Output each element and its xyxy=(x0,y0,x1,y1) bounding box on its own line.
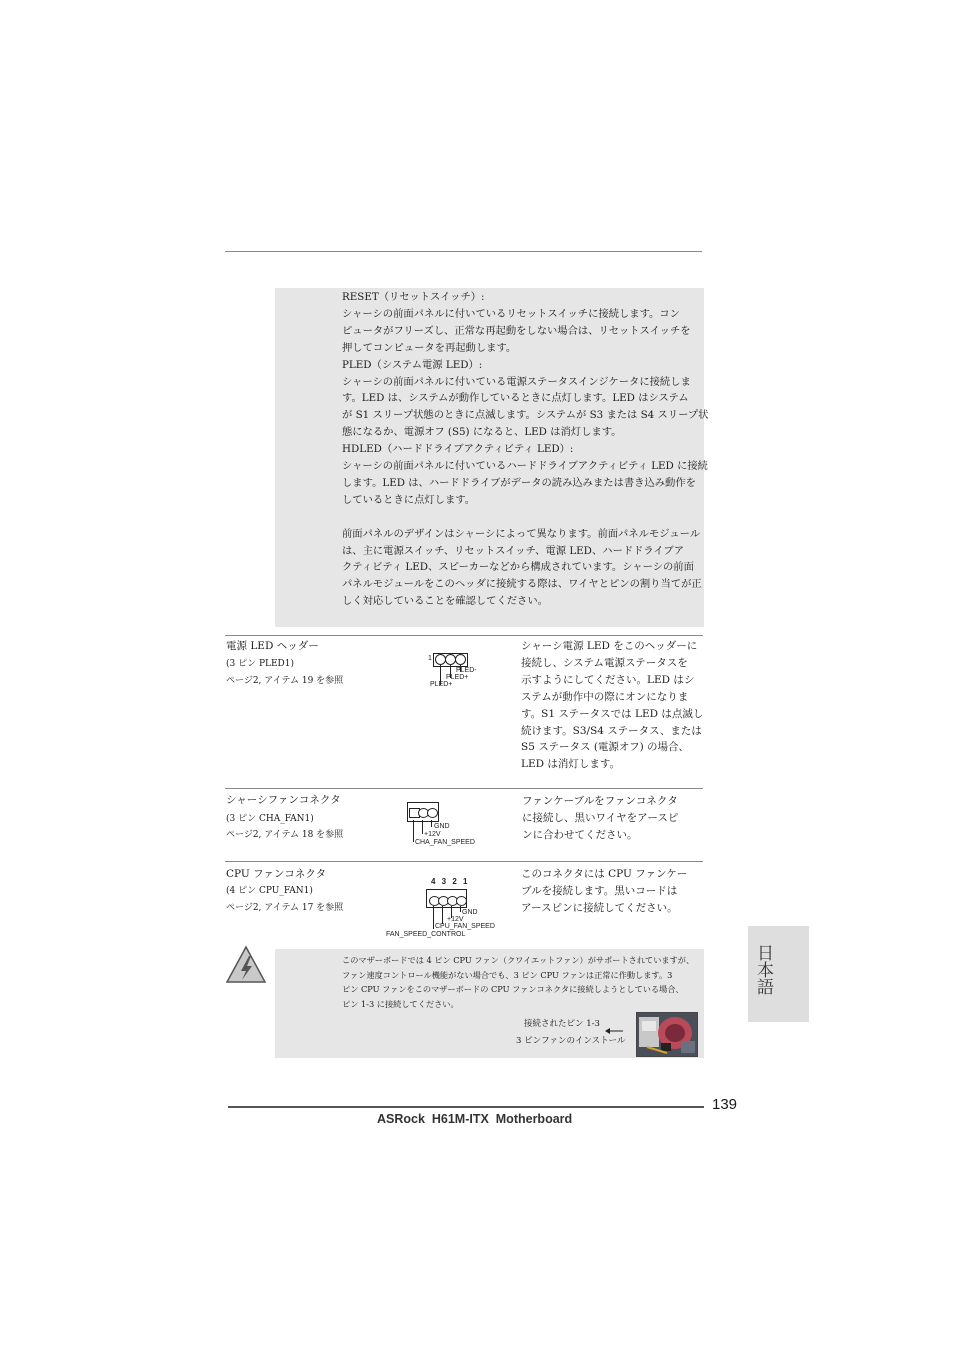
text-line: しているときに点灯します。 xyxy=(342,493,476,506)
cpu-fan-pin-1 xyxy=(456,896,467,906)
text-line: が S1 スリープ状態のときに点滅します。システムが S3 または S4 スリープ状 xyxy=(342,409,709,422)
text-line: す。LED は、システムが動作しているときに点灯します。LED はシステム xyxy=(342,392,689,405)
text-line: HDLED（ハードドライブアクティビティ LED）: xyxy=(342,443,574,456)
cpu-pin-numbers: 4 3 2 1 xyxy=(431,877,470,886)
cpu-wire-1 xyxy=(460,906,461,912)
section-rule-1 xyxy=(225,635,703,636)
cpu-fan-title: CPU ファンコネクタ xyxy=(226,868,327,880)
pin1-label: 1 xyxy=(428,655,432,662)
power-led-title: 電源 LED ヘッダー xyxy=(226,640,319,652)
text-line: は、主に電源スイッチ、リセットスイッチ、電源 LED、ハードドライブア xyxy=(342,544,684,557)
text-line: しく対応していることを確認してください。 xyxy=(342,595,548,608)
cpu-label-gnd: GND xyxy=(462,909,478,916)
note-caption-pins: 接続されたピン 1-3 xyxy=(524,1019,600,1029)
cpu-wire-3 xyxy=(442,906,443,924)
header-rule xyxy=(225,251,702,252)
product-name: ASRock H61M-ITX Motherboard xyxy=(377,1112,573,1126)
pled-label-2: PLED+ xyxy=(446,674,469,681)
note-caption-install: 3 ピンファンのインストール xyxy=(516,1036,626,1046)
chassis-fan-title: シャーシファンコネクタ xyxy=(226,794,341,806)
text-line: LED は消灯します。 xyxy=(521,758,621,771)
text-line: ファン速度コントロール機能がない場合でも、3 ピン CPU ファンは正常に作動します。3 xyxy=(342,969,673,980)
cpu-wire-4 xyxy=(433,906,434,929)
power-led-ref: ページ2, アイテム 19 を参照 xyxy=(226,676,344,686)
text-line: クティビティ LED、スピーカーなどから構成されています。シャーシの前面 xyxy=(342,561,694,574)
cpu-fan-pins: (4 ピン CPU_FAN1) xyxy=(226,886,313,896)
power-led-pins: (3 ピン PLED1) xyxy=(226,659,295,669)
text-line: 押してコンピュータを再起動します。 xyxy=(342,341,517,354)
text-line: す。S1 ステータスでは LED は点滅し xyxy=(521,707,704,720)
text-line: ンに合わせてください。 xyxy=(522,828,638,841)
warning-icon xyxy=(224,944,268,986)
text-line: 前面パネルのデザインはシャーシによって異なります。前面パネルモジュール xyxy=(342,527,701,540)
cha-wire-2 xyxy=(422,820,423,834)
text-line: ピュータがフリーズし、正常な再起動をしない場合は、リセットスイッチを xyxy=(342,324,691,337)
text-line: RESET（リセットスイッチ）: xyxy=(342,291,485,303)
footer-rule xyxy=(228,1106,704,1108)
cpu-fan-ref: ページ2, アイテム 17 を参照 xyxy=(226,903,344,913)
text-line: 態になるか、電源オフ (S5) になると、LED は消灯します。 xyxy=(342,426,622,439)
chassis-fan-ref: ページ2, アイテム 18 を参照 xyxy=(226,830,344,840)
text-line: シャーシ電源 LED をこのヘッダーに xyxy=(521,640,698,652)
text-line: 続けます。S3/S4 ステータス、または xyxy=(521,724,702,737)
text-line: アースピンに接続してください。 xyxy=(521,902,678,914)
page-number: 139 xyxy=(712,1096,738,1113)
section-rule-3 xyxy=(225,861,703,862)
cpu-label-speed: CPU_FAN_SPEED xyxy=(435,923,495,930)
section-rule-2 xyxy=(225,788,703,789)
text-line: に接続し、黒いワイヤをアースピ xyxy=(522,811,679,824)
text-line: ブルを接続します。黒いコードは xyxy=(521,885,678,897)
text-line: S5 ステータス (電源オフ) の場合、 xyxy=(521,741,690,754)
text-line: 接続し、システム電源ステータスを xyxy=(521,656,688,669)
cpu-label-control: FAN_SPEED_CONTROL xyxy=(386,931,466,938)
cha-fan-pin-3 xyxy=(427,808,438,818)
cpu-label-12v: +12V xyxy=(447,916,464,923)
text-line: このマザーボードでは 4 ピン CPU ファン（クワイエットファン）がサポートされていますが、 xyxy=(342,955,695,965)
side-tab-label: 日本語 xyxy=(753,944,773,995)
cha-label-speed: CHA_FAN_SPEED xyxy=(415,839,475,846)
arrow-icon xyxy=(605,1020,623,1028)
cha-wire-1 xyxy=(413,820,414,842)
text-line: ピン CPU ファンをこのマザーボードの CPU ファンコネクタに接続しようとしている場合、 xyxy=(342,984,684,995)
pled-label-1: PLED- xyxy=(456,667,477,674)
text-line: ピン 1-3 に接続してください。 xyxy=(342,999,459,1010)
pled-label-3: PLED+ xyxy=(430,681,453,688)
text-line: PLED（システム電源 LED）: xyxy=(342,358,483,371)
text-line: このコネクタには CPU ファンケー xyxy=(521,868,688,880)
cha-wire-3 xyxy=(431,820,432,827)
fan-install-photo xyxy=(636,1012,698,1057)
text-line: シャーシの前面パネルに付いているリセットスイッチに接続します。コン xyxy=(342,307,680,320)
text-line: ファンケーブルをファンコネクタ xyxy=(522,795,678,807)
chassis-fan-pins: (3 ピン CHA_FAN1) xyxy=(226,814,314,824)
text-line: ステムが動作中の際にオンになりま xyxy=(521,690,689,703)
cha-label-12v: +12V xyxy=(424,831,441,838)
text-line: 示すようにしてください。LED はシ xyxy=(521,673,695,686)
pled-pin-3 xyxy=(455,654,466,665)
text-line: シャーシの前面パネルに付いている電源ステータスインジケータに接続しま xyxy=(342,375,691,388)
cha-label-gnd: GND xyxy=(434,823,450,830)
text-line: します。LED は、ハードドライブがデータの読み込みまたは書き込み動作を xyxy=(342,476,696,489)
text-line: シャーシの前面パネルに付いているハードドライブアクティビティ LED に接続 xyxy=(342,460,708,472)
text-line: パネルモジュールをこのヘッダに接続する際は、ワイヤとピンの割り当てが正 xyxy=(342,578,702,591)
